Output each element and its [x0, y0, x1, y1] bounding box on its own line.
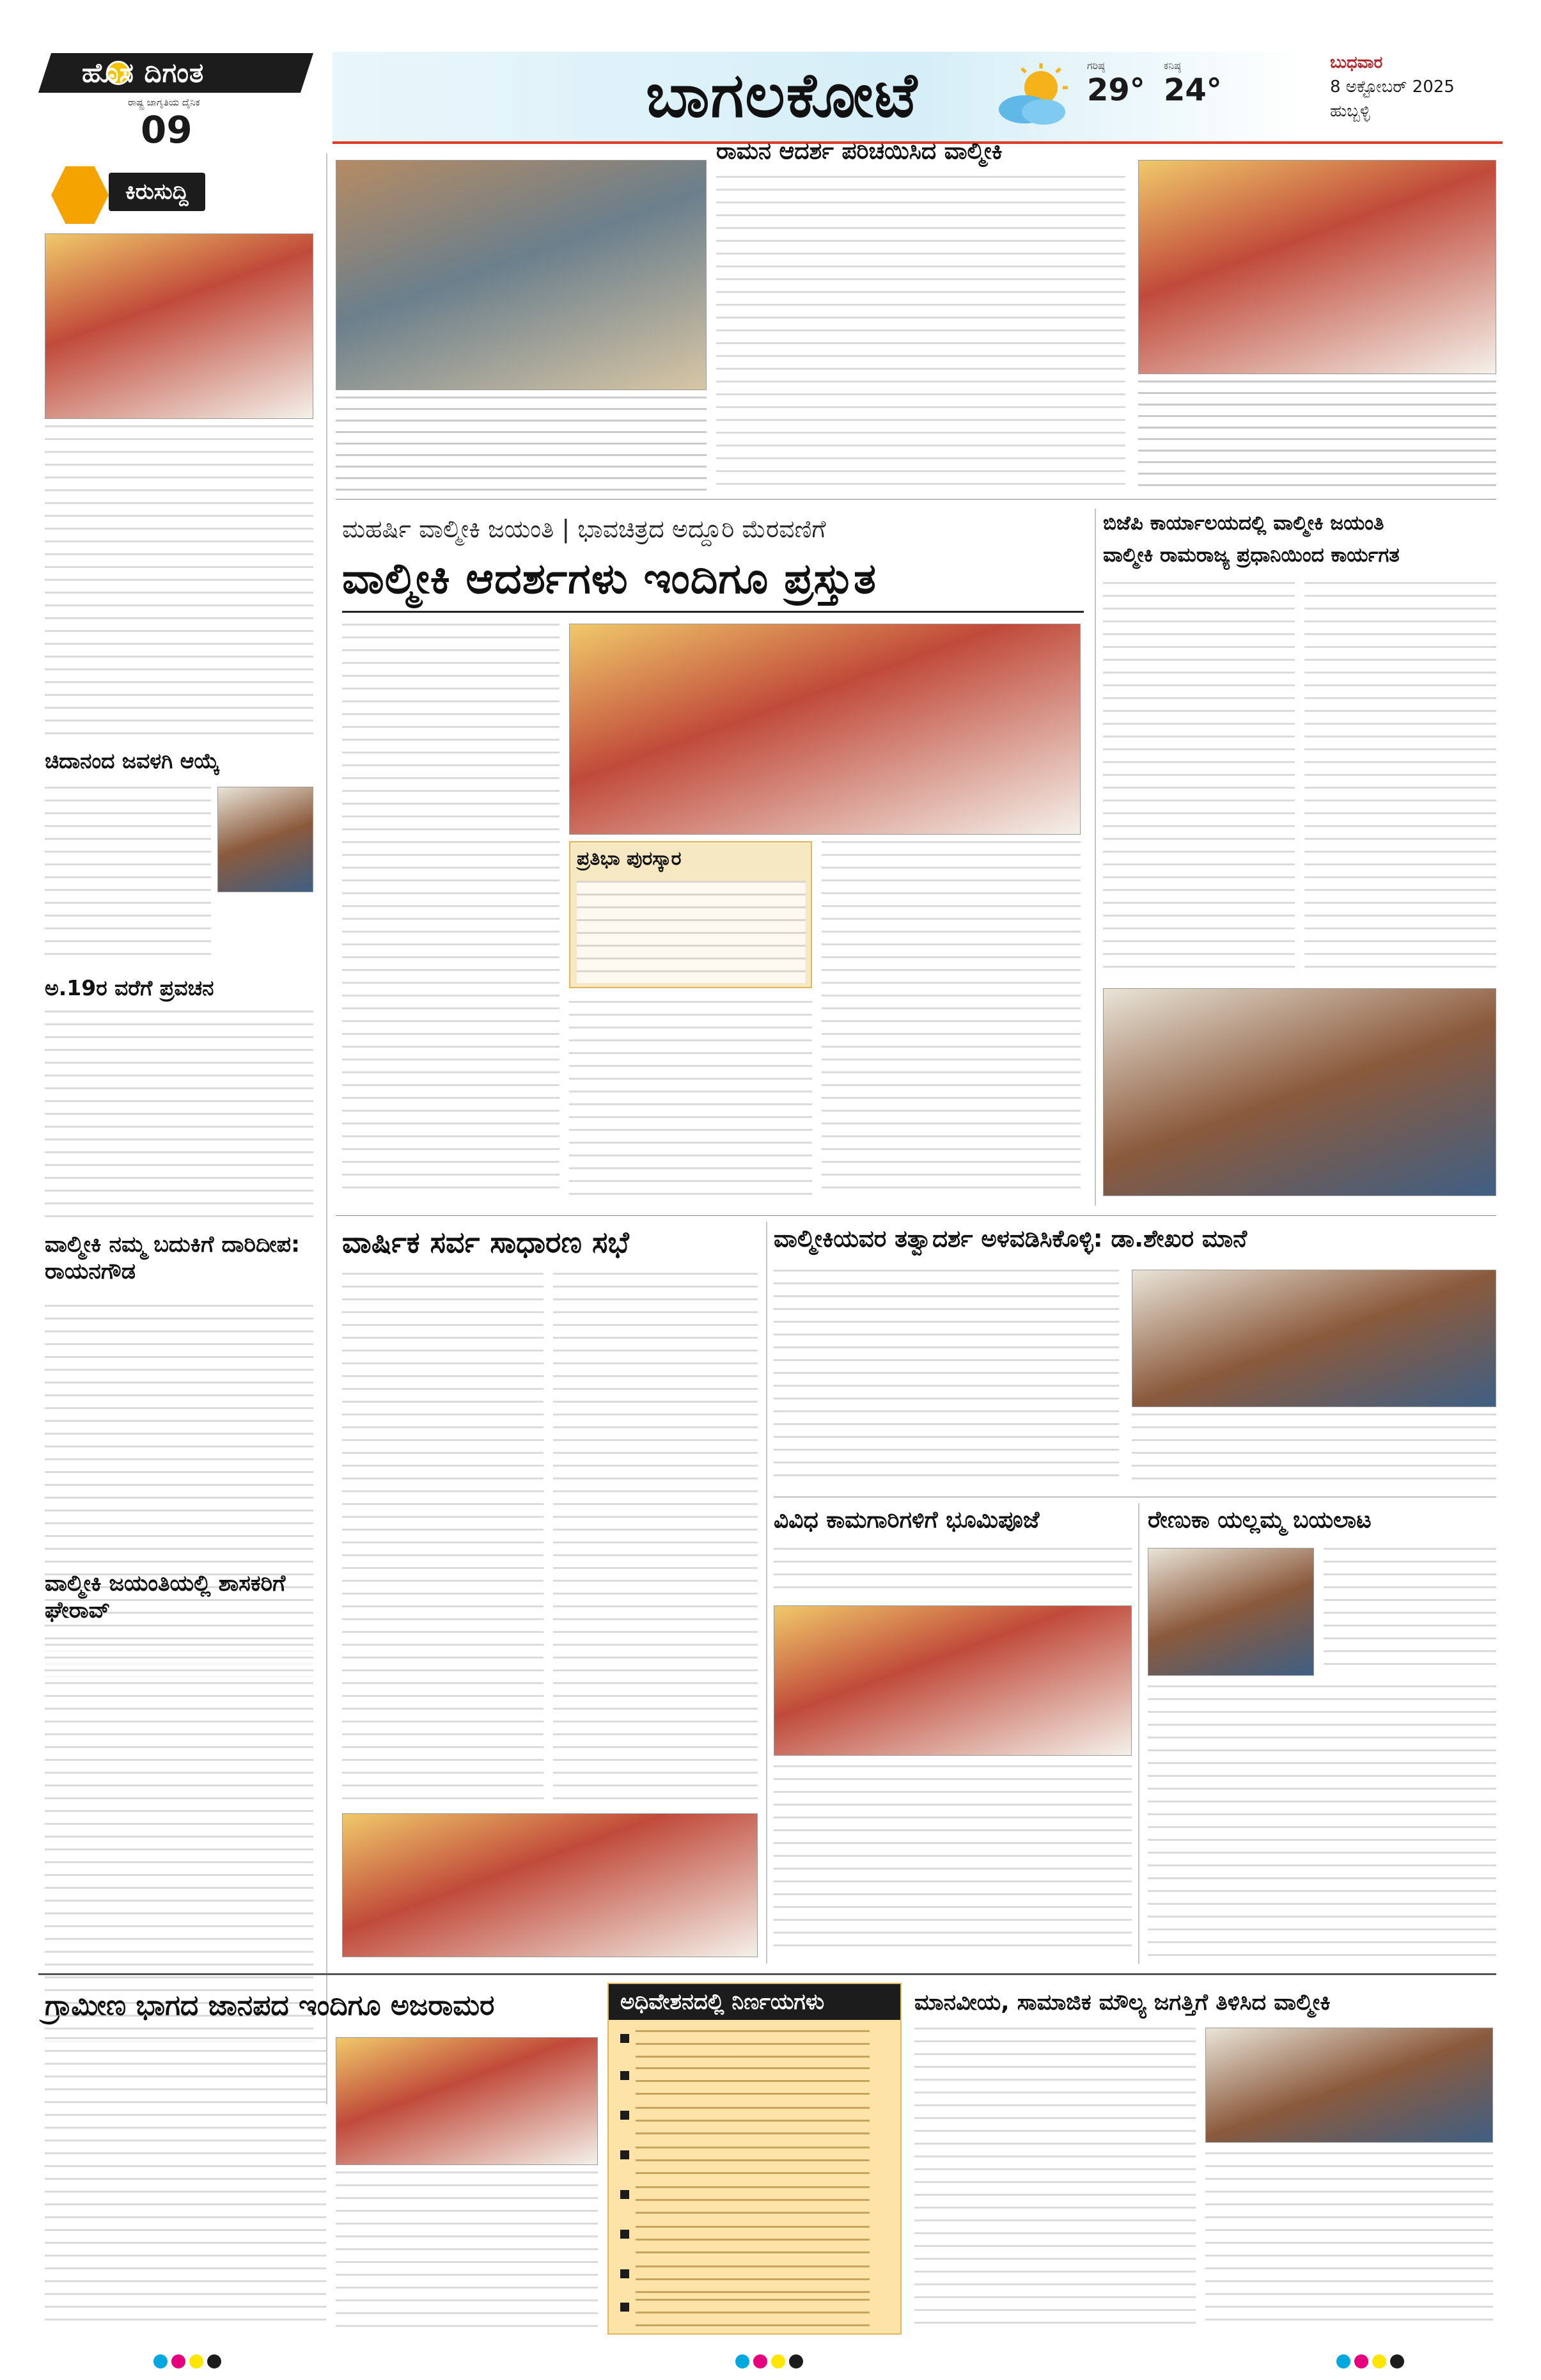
edition-name: ಹುಬ್ಬಳ್ಳಿ: [1330, 102, 1370, 121]
photo-caption: [1138, 381, 1496, 489]
pull-quote-box: [569, 841, 812, 988]
article-body: [569, 1001, 812, 1199]
article-body: [716, 176, 1125, 493]
news-photo[interactable]: [336, 2037, 598, 2165]
article-headline: ವಾಲ್ಮೀಕಿಯವರ ತತ್ವಾದರ್ಶ ಅಳವಡಿಸಿಕೊಳ್ಳಿ: ಡಾ.ಶೇಖರ ಮಾನೆ: [774, 1225, 1248, 1252]
article-headline: ರಾಮನ ಆದರ್ಶ ಪರಿಚಯಿಸಿದ ವಾಲ್ಮೀಕಿ: [716, 138, 1003, 164]
box-title: ಅಧಿವೇಶನದಲ್ಲಿ ನಿರ್ಣಯಗಳು: [609, 1984, 900, 2020]
folk-story: [38, 1983, 601, 2335]
bhoomi-pooje-story: [774, 1503, 1132, 1964]
article-headline: ವಾರ್ಷಿಕ ಸರ್ವ ಸಾಧಾರಣ ಸಭೆ: [342, 1225, 629, 1259]
edition-header: [332, 48, 1503, 144]
page-number: 09: [141, 108, 192, 152]
article-headline: ವಾಲ್ಮೀಕಿ ರಾಮರಾಜ್ಯ ಪ್ರಧಾನಿಯಿಂದ ಕಾರ್ಯಗತ: [1103, 544, 1400, 567]
article-body: [1132, 1414, 1496, 1487]
brand-logo[interactable]: [45, 42, 313, 150]
article-body: [1324, 1548, 1496, 1676]
registration-marks: [735, 2354, 803, 2370]
article-headline: ವಾಲ್ಮೀಕಿ ನಮ್ಮ ಬದುಕಿಗೆ ದಾರಿದೀಪ: ರಾಯನಗೌಡ: [45, 1232, 301, 1284]
annual-meeting-story: [336, 1222, 761, 1964]
article-body: [774, 1765, 1132, 1957]
article-headline: ಚಿದಾನಂದ ಜವಳಗಿ ಆಯ್ಕೆ: [45, 748, 220, 773]
news-photo[interactable]: [774, 1605, 1132, 1756]
article-body: [45, 1305, 313, 1682]
philosophy-story: [774, 1222, 1496, 1490]
news-photo[interactable]: [1138, 160, 1496, 374]
article-body: [45, 425, 313, 739]
article-headline: ಅ.19ರ ವರೆಗೆ ಪ್ರವಚನ: [45, 975, 214, 1000]
list-item: [620, 2066, 870, 2109]
pull-quote-body: [577, 881, 806, 983]
news-photo[interactable]: [342, 1813, 758, 1957]
finger-icon: [51, 166, 109, 224]
article-body: [342, 624, 559, 1199]
article-body: [822, 841, 1081, 1199]
news-photo[interactable]: [1132, 1270, 1496, 1407]
resolutions-box: [607, 1983, 902, 2335]
article-headline: ರೇಣುಕಾ ಯಲ್ಲಮ್ಮ ಬಯಲಾಟ: [1148, 1507, 1372, 1533]
news-photo[interactable]: [1103, 988, 1496, 1196]
article-body: [1304, 582, 1496, 979]
humanity-story: [911, 1983, 1496, 2335]
article-kicker: ಬಿಜೆಪಿ ಕಾರ್ಯಾಲಯದಲ್ಲಿ ವಾಲ್ಮೀಕಿ ಜಯಂತಿ: [1103, 512, 1384, 535]
top-story-center: [716, 138, 1125, 496]
max-temperature: ಗರಿಷ್ಠ 29°: [1087, 59, 1145, 108]
registration-marks: [153, 2354, 221, 2370]
city-name: ಬಾಗಲಕೋಟೆ: [646, 59, 919, 131]
registration-marks: [1336, 2354, 1404, 2370]
article-body: [1103, 582, 1295, 979]
article-body: [553, 1273, 758, 1804]
list-item: [620, 2185, 870, 2228]
article-body: [45, 2037, 326, 2331]
min-temperature: ಕನಿಷ್ಠ 24°: [1164, 59, 1222, 108]
kiru-suddi-column: [38, 154, 320, 2104]
issue-date: 8 ಅಕ್ಟೋಬರ್ 2025: [1330, 77, 1455, 97]
article-body: [342, 1273, 544, 1804]
article-headline: ವಾಲ್ಮೀಕಿ ಜಯಂತಿಯಲ್ಲಿ ಶಾಸಕರಿಗೆ ಘೇರಾವ್: [45, 1571, 286, 1623]
article-body: [774, 1548, 1132, 1599]
date-block: [1330, 51, 1496, 123]
news-photo[interactable]: [1148, 1548, 1314, 1676]
day-of-week: ಬುಧವಾರ: [1330, 53, 1383, 72]
list-item: [620, 2225, 870, 2268]
lead-headline: ವಾಲ್ಮೀಕಿ ಆದರ್ಶಗಳು ಇಂದಿಗೂ ಪ್ರಸ್ತುತ: [342, 554, 877, 603]
news-photo[interactable]: [1205, 2028, 1493, 2143]
article-body: [914, 2028, 1196, 2331]
photo-caption: [336, 397, 707, 493]
article-body: [1148, 1685, 1496, 1957]
news-photo[interactable]: [336, 160, 707, 390]
top-story-left: [336, 154, 707, 493]
brand-tagline: ರಾಷ್ಟ್ರ ಜಾಗೃತಿಯ ದೈನಿಕ: [128, 97, 200, 108]
lead-story: [336, 508, 1090, 1206]
list-item: [620, 2297, 870, 2329]
article-headline: ವಿವಿಧ ಕಾಮಗಾರಿಗಳಿಗೆ ಭೂಮಿಪೂಜೆ: [774, 1507, 1040, 1533]
top-story-right: [1138, 154, 1496, 493]
article-headline: ಗ್ರಾಮೀಣ ಭಾಗದ ಜಾನಪದ ಇಂದಿಗೂ ಅಜರಾಮರ: [45, 1989, 495, 2022]
bjp-story: [1103, 508, 1496, 1206]
article-body: [45, 1011, 313, 1222]
portrait-photo[interactable]: [217, 787, 313, 892]
article-body: [336, 2171, 598, 2331]
pull-quote-title: ಪ್ರತಿಭಾ ಪುರಸ್ಕಾರ: [577, 847, 682, 870]
lead-kicker: ಮಹರ್ಷಿ ವಾಲ್ಮೀಕಿ ಜಯಂತಿ | ಭಾವಚಿತ್ರದ ಅದ್ದೂರಿ ಮೆರವಣಿಗೆ: [342, 515, 826, 543]
brand-name: ಹೊಸ ದಿಗಂತ: [82, 57, 205, 88]
article-body: [774, 1270, 1119, 1487]
partly-cloudy-icon: [991, 61, 1074, 131]
list-item: [620, 2145, 870, 2189]
article-body: [45, 787, 211, 959]
section-title: ಕಿರುಸುದ್ದಿ: [109, 173, 205, 211]
renuka-story: [1148, 1503, 1496, 1964]
news-photo[interactable]: [45, 233, 313, 419]
article-headline: ಮಾನವೀಯ, ಸಾಮಾಜಿಕ ಮೌಲ್ಯ ಜಗತ್ತಿಗೆ ತಿಳಿಸಿದ ವಾಲ್ಮೀಕಿ: [914, 1990, 1331, 2015]
list-item: [620, 2106, 870, 2149]
lead-photo[interactable]: [569, 624, 1081, 835]
article-body: [1205, 2152, 1493, 2331]
